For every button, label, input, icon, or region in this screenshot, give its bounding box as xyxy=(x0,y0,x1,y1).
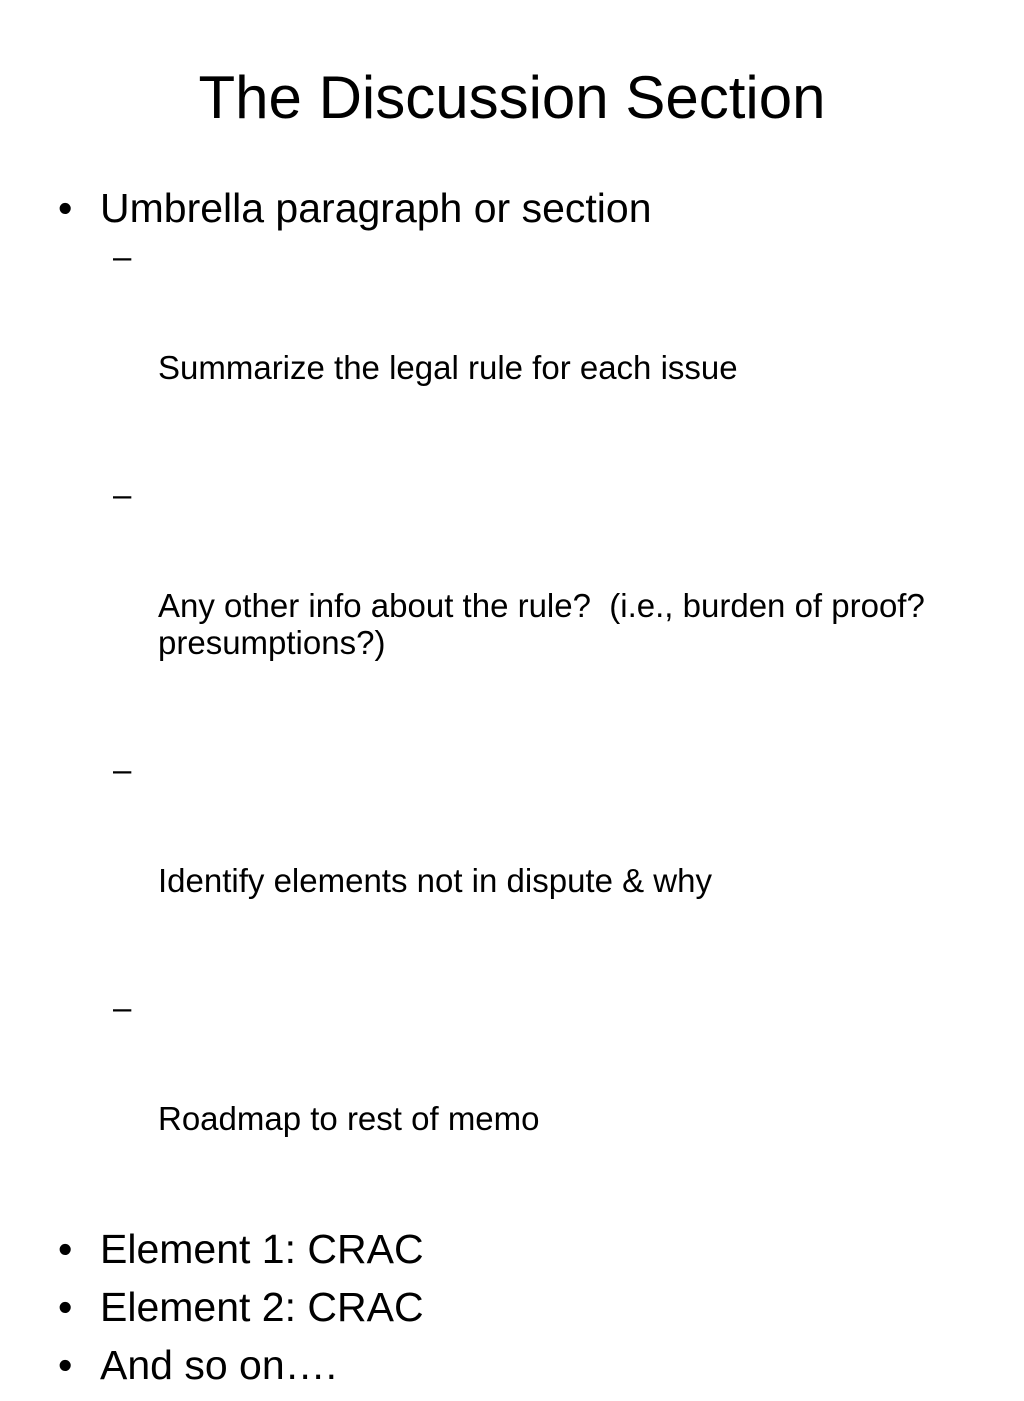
bullet-item xyxy=(58,1343,978,1388)
bullet-text: Element 2: CRAC xyxy=(100,1284,424,1330)
bullet-item xyxy=(58,1227,978,1272)
bullet-marker: • xyxy=(58,185,73,231)
dash-marker: – xyxy=(113,238,132,275)
sub-bullet-item xyxy=(113,476,978,735)
sub-bullet-text: Summarize the legal rule for each issue xyxy=(158,349,738,386)
sub-bullet-text: Roadmap to rest of memo xyxy=(158,1100,540,1137)
sub-bullet-text: Any other info about the rule? (i.e., burden of proof? presumptions?) xyxy=(158,587,935,661)
sub-bullet-item xyxy=(113,751,978,973)
bullet-item xyxy=(58,186,978,1211)
sub-bullet-text: Identify elements not in dispute & why xyxy=(158,862,712,899)
bullet-text: Umbrella paragraph or section xyxy=(100,185,652,231)
bullet-item xyxy=(58,1285,978,1330)
sub-bullet-item xyxy=(113,989,978,1211)
dash-marker: – xyxy=(113,476,132,513)
bullet-marker: • xyxy=(58,1342,73,1388)
dash-marker: – xyxy=(113,989,132,1026)
sub-bullet-item xyxy=(113,238,978,460)
bullet-text: And so on…. xyxy=(100,1342,338,1388)
slide-title: The Discussion Section xyxy=(198,64,826,131)
bullet-marker: • xyxy=(58,1284,73,1330)
dash-marker: – xyxy=(113,751,132,788)
bullet-list xyxy=(58,186,978,1401)
bullet-text: Element 1: CRAC xyxy=(100,1226,424,1272)
sub-bullet-list xyxy=(100,238,978,1211)
bullet-marker: • xyxy=(58,1226,73,1272)
